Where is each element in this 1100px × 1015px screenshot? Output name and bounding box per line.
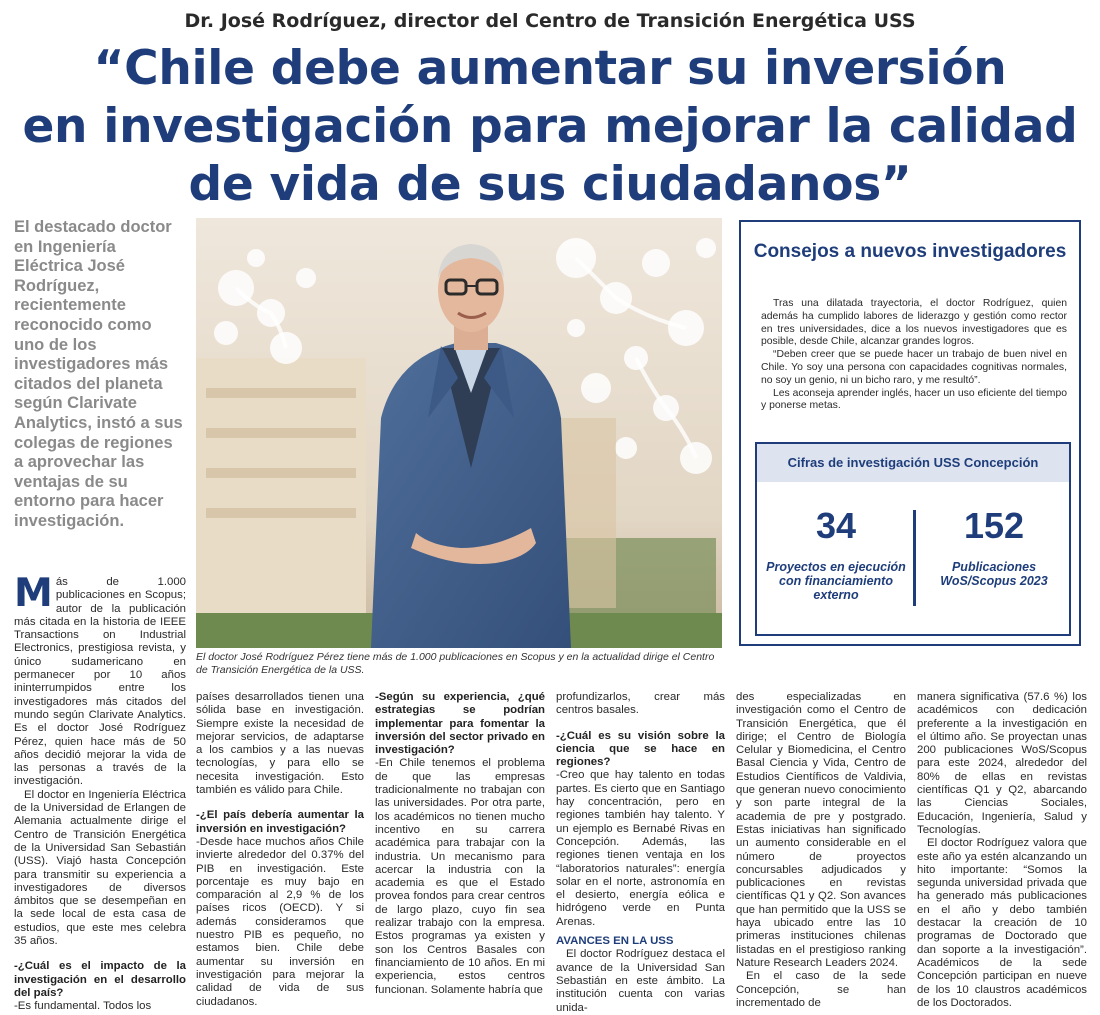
drop-cap: M xyxy=(14,571,53,616)
interview-question: -¿Cuál es el impacto de la investigación en el desarrollo del país? xyxy=(14,960,186,999)
headline-line: en investigación para mejorar la calidad xyxy=(22,99,1078,154)
headline-line: “Chile debe aumentar su inversión xyxy=(93,41,1007,96)
body-paragraph: -Creo que hay talento en todas partes. Es cierto que en Santiago hay concentración, pero en regiones también hay talento. Y un ejemplo es Bernabé Rivas en Concepción. Además, las regiones tienen ventaja en los “laboratorios naturales”: energía solar en el norte, astronomía en el desierto, energía eólica e hidrógeno verde en Punta Arenas. xyxy=(556,769,725,928)
body-paragraph: países desarrollados tienen una sólida base en investigación. Siempre existe la necesidad de mejorar servicios, de adaptarse a los cambios y a las nuevas tecnologías, y para ello se necesita investigación. Esto también es válido para Chile. xyxy=(196,691,364,797)
body-paragraph: -En Chile tenemos el problema de que las empresas tradicionalmente no trabajan con las universidades. Por otra parte, los académicos no tienen mucho incentivo en su carrera académica para trabajar con la industria. Un mecanismo para acercar la industria con la academia es que el Estado provea fondos para crear centros de largo plazo, cuyo fin sea realizar trabajo con la empresa. Estos programas ya existen y son los Centros Basales con financiamiento de 10 años. En mi experiencia, estos centros funcionan. Solamente habría que xyxy=(375,757,545,996)
sidebar-box xyxy=(739,220,1081,646)
body-column-5 xyxy=(736,691,906,1009)
body-paragraph: El doctor Rodríguez destaca el avance de la Universidad San Sebastián en este ámbito. La institución cuenta con varias unida- xyxy=(556,948,725,1014)
body-column-6 xyxy=(917,691,1087,1009)
article-kicker: Dr. José Rodríguez, director del Centro de Transición Energética USS xyxy=(184,10,916,32)
photo-caption: El doctor José Rodríguez Pérez tiene más de 1.000 publicaciones en Scopus y en la actualidad dirige el Centro de Transición Energética de la USS. xyxy=(196,651,715,676)
article-headline xyxy=(0,40,1100,214)
section-heading: AVANCES EN LA USS xyxy=(556,935,674,948)
stats-divider xyxy=(913,510,916,606)
interview-question: -¿Cuál es su visión sobre la ciencia que se hace en regiones? xyxy=(556,729,725,769)
body-column-4 xyxy=(556,691,725,1014)
body-paragraph: -Es fundamental. Todos los xyxy=(14,1000,152,1013)
sidebar-paragraph: Tras una dilatada trayectoria, el doctor Rodríguez, quien además ha cumplido labores de liderazgo y gestión como rector en tres universidades, dice a los nuevos investigadores que es posible, desde Chile, alcanzar grandes logros. xyxy=(761,298,1067,348)
body-paragraph: manera significativa (57.6 %) los académicos con dedicación preferente a la investigación en el último año. Se proyectan unas 200 publicaciones WoS/Scopus para este 2024, alrededor del 80% de ellas en revistas científicas Q1 y Q2, abarcando las Ciencias Sociales, Educación, Ingeniería, Salud y Tecnologías. xyxy=(917,691,1087,836)
body-paragraph: El doctor en Ingeniería Eléctrica de la Universidad de Erlangen de Alemania actualmente dirige el Centro de Transición Energética de la Universidad San Sebastián (USS). Viajó hasta Concepción para transmitir su experiencia a investigadores de diversos ámbitos que se desempeñan en la sede local de esta casa de estudios, que este mes celebra 35 años. xyxy=(14,788,186,948)
portrait-illustration xyxy=(196,218,722,648)
body-paragraph: -Desde hace muchos años Chile invierte alrededor del 0.37% del PIB en investigación. Este porcentaje es muy bajo en comparación al 2,9 % de los países ricos (OECD). Y si además consideramos que nuestro PIB es pequeño, no estamos bien. Chile debe aumentar su inversión en investigación para mejorar la calidad de vida de sus ciudadanos. xyxy=(196,835,364,1008)
sidebar-paragraph: Les aconseja aprender inglés, hacer un uso eficiente del tiempo y ponerse metas. xyxy=(761,387,1068,412)
body-paragraph: des especializadas en investigación como el Centro de Transición Energética, que él dirige; el Centro de Biología Celular y Biomedicina, el Centro Basal Ciencia y Vida, Centro de Estudios Científicos de Valdivia, que generan nuevo conocimiento y son parte integral de la academia de pre y postgrado. Estas iniciativas han significado un aumento considerable en el número de proyectos concursables adjudicados y publicaciones en revistas científicas Q1 y Q2. Son avances que han permitido que la USS se haya ubicado entre las 10 primeras instituciones chilenas listadas en el prestigioso ranking Nature Research Leaders 2024. xyxy=(736,691,906,969)
body-column-3 xyxy=(375,691,545,996)
stat-label: Proyectos en ejecución con financiamiento externo xyxy=(766,560,906,602)
sidebar-title: Consejos a nuevos investigadores xyxy=(753,241,1067,262)
stat-value: 152 xyxy=(963,505,1025,546)
body-paragraph: ás de 1.000 publicaciones en Scopus; autor de la publicación más citada en la historia de IEEE Transactions on Industrial Electronics, prestigiosa revista, y único sudamericano en permanecer por 10 años ininterrumpidos entre los investigadores más citados del mundo según Clarivate Analytics. Es el doctor José Rodríguez Pérez, quien hace más de 50 años decidió mejorar la vida de las personas a través de la investigación. xyxy=(14,576,186,788)
stats-title: Cifras de investigación USS Concepción xyxy=(757,444,1069,482)
interview-question: -Según su experiencia, ¿qué estrategias se podrían implementar para fomentar la inversión del sector privado en investigación? xyxy=(375,691,545,757)
stat-projects xyxy=(761,506,911,602)
interview-question: -¿El país debería aumentar la inversión en investigación? xyxy=(196,809,364,835)
stat-value: 34 xyxy=(815,505,857,546)
portrait-photo xyxy=(196,218,722,648)
headline-line: de vida de sus ciudadanos” xyxy=(188,157,912,212)
body-column-2 xyxy=(196,691,364,1008)
stats-box xyxy=(755,442,1071,636)
sidebar-text xyxy=(761,298,1067,413)
stat-publications xyxy=(919,506,1069,588)
body-paragraph: El doctor Rodríguez valora que este año ya estén alcanzando un hito importante: “Somos la segunda universidad privada que ha generado más publicaciones en el año y debo también destacar la creación de 10 programas de Doctorado que dan soporte a la investigación”. Académicos de la sede Concepción participan en nueve de los 10 claustros académicos de los Doctorados. xyxy=(917,837,1087,1009)
body-paragraph: En el caso de la sede Concepción, se han incrementado de xyxy=(736,970,906,1009)
sidebar-paragraph: “Deben creer que se puede hacer un trabajo de buen nivel en Chile. Yo soy una persona con capacidades cognitivas normales, no soy un genio, ni un bicho raro, y me resultó”. xyxy=(761,349,1067,386)
body-column-1 xyxy=(14,571,186,1013)
stat-label: Publicaciones WoS/Scopus 2023 xyxy=(940,560,1048,588)
lead-paragraph: El destacado doctor en Ingeniería Eléctrica José Rodríguez, recientemente reconocido como uno de los investigadores más citados del planeta según Clarivate Analytics, instó a sus colegas de regiones a aprovechar las ventajas de su entorno para hacer investigación. xyxy=(14,218,183,530)
body-paragraph: profundizarlos, crear más centros basales. xyxy=(556,691,725,717)
